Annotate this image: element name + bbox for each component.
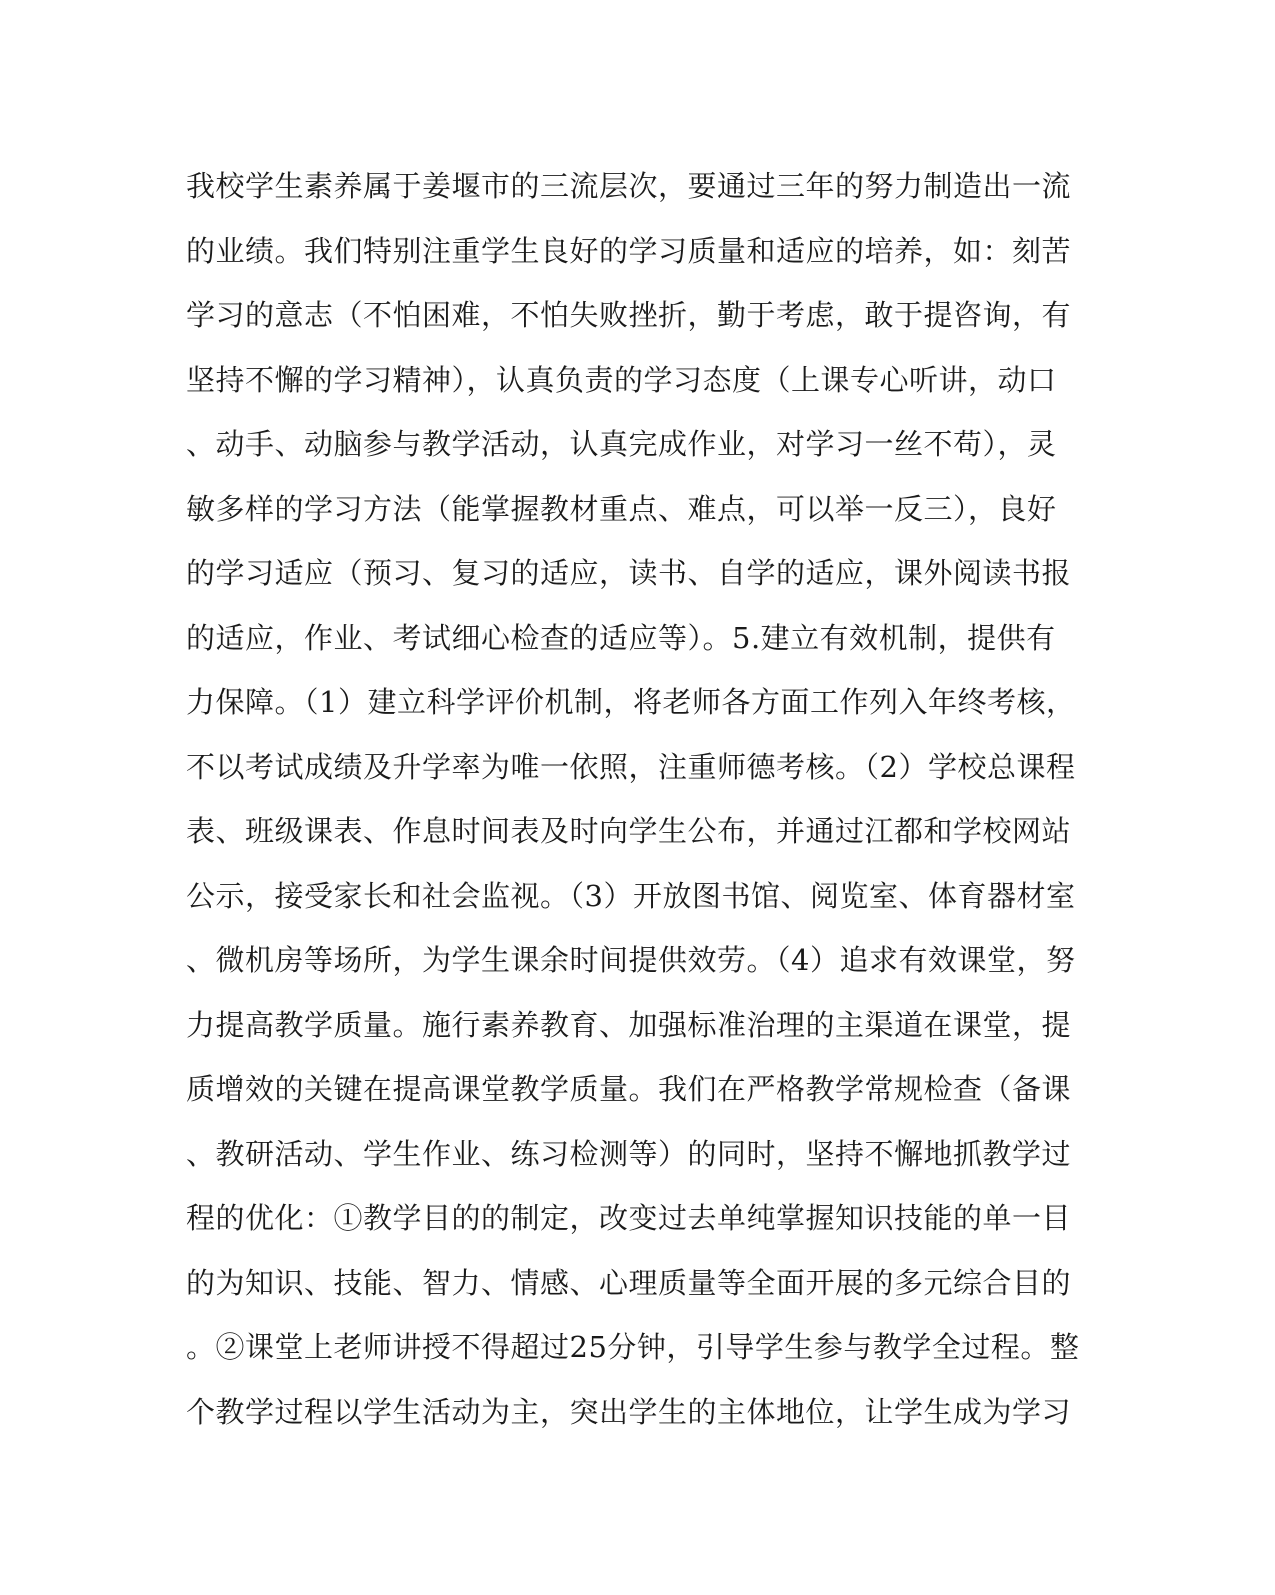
text-line: 力提高教学质量。施行素养教育、加强标准治理的主渠道在课堂，提: [186, 1007, 1072, 1042]
text-line: 、教研活动、学生作业、练习检测等）的同时，坚持不懈地抓教学过: [186, 1136, 1072, 1171]
text-line: 个教学过程以学生活动为主，突出学生的主体地位，让学生成为学习: [186, 1394, 1072, 1429]
text-line: 的业绩。我们特别注重学生良好的学习质量和适应的培养，如：刻苦: [186, 233, 1072, 268]
text-line: 表、班级课表、作息时间表及时向学生公布，并通过江都和学校网站: [186, 814, 1072, 848]
text-line: 、微机房等场所，为学生课余时间提供效劳。（4）追求有效课堂，努: [186, 943, 1076, 977]
body-text: [186, 160, 1080, 1450]
text-line: 学习的意志（不怕困难，不怕失败挫折，勤于考虑，敢于提咨询，有: [186, 298, 1072, 332]
text-line: 我校学生素养属于姜堰市的三流层次，要通过三年的努力制造出一流: [186, 169, 1072, 203]
text-line: 的学习适应（预习、复习的适应，读书、自学的适应，课外阅读书报: [186, 556, 1072, 590]
text-line: 力保障。（1）建立科学评价机制，将老师各方面工作列入年终考核，: [186, 685, 1076, 719]
text-line: 的为知识、技能、智力、情感、心理质量等全面开展的多元综合目的: [186, 1265, 1072, 1300]
text-line: 。②课堂上老师讲授不得超过25分钟，引导学生参与教学全过程。整: [186, 1330, 1080, 1364]
text-line: 、动手、动脑参与教学活动，认真完成作业，对学习一丝不苟），灵: [186, 427, 1057, 461]
text-line: 公示，接受家长和社会监视。（3）开放图书馆、阅览室、体育器材室: [186, 878, 1076, 913]
text-line: 不以考试成绩及升学率为唯一依照，注重师德考核。（2）学校总课程: [186, 749, 1076, 784]
text-line: 坚持不懈的学习精神），认真负责的学习态度（上课专心听讲，动口: [186, 362, 1057, 397]
text-line: 质增效的关键在提高课堂教学质量。我们在严格教学常规检查（备课: [186, 1072, 1072, 1106]
text-line: 程的优化：①教学目的的制定，改变过去单纯掌握知识技能的单一目: [186, 1201, 1072, 1235]
text-line: 敏多样的学习方法（能掌握教材重点、难点，可以举一反三），良好: [186, 491, 1057, 526]
text-line: 的适应，作业、考试细心检查的适应等）。5.建立有效机制，提供有: [186, 620, 1056, 655]
